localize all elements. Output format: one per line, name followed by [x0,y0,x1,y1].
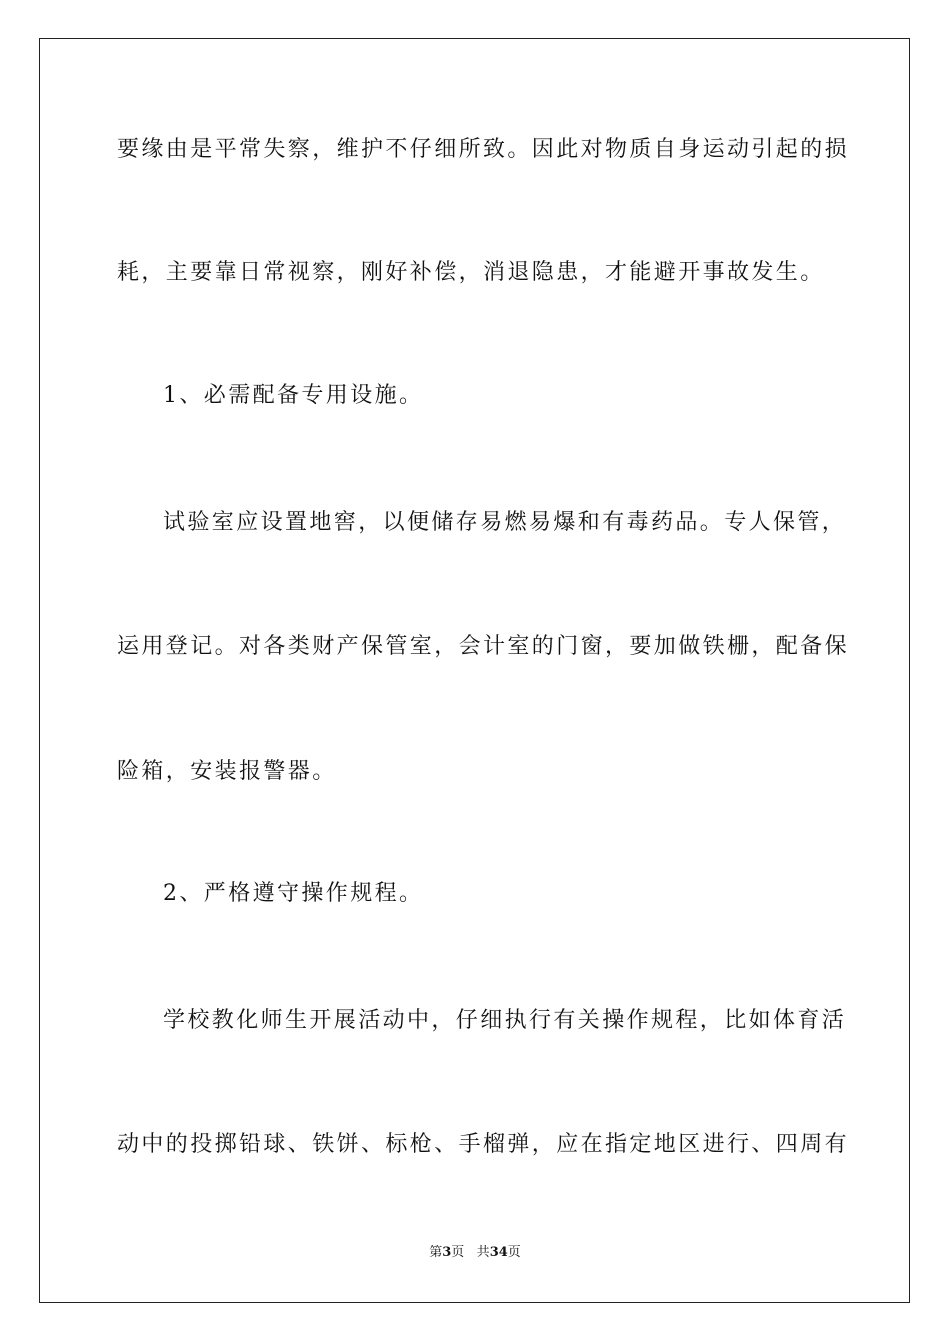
page-number: 3 [442,1245,452,1260]
page-footer [0,1245,950,1261]
body-text-line: 耗，主要靠日常视察，刚好补偿，消退隐患，才能避开事故发生。 [117,260,825,285]
body-text-line: 要缘由是平常失察，维护不仔细所致。因此对物质自身运动引起的损 [117,137,850,162]
section-heading: 2、严格遵守操作规程。 [163,881,424,906]
page-border [39,38,910,1303]
body-text-line: 动中的投掷铅球、铁饼、标枪、手榴弹，应在指定地区进行、四周有 [117,1132,850,1157]
body-text-line: 险箱，安装报警器。 [117,759,337,784]
body-text-line: 运用登记。对各类财产保管室，会计室的门窗，要加做铁栅，配备保 [117,634,850,659]
total-pages: 34 [489,1245,508,1260]
body-text-line: 试验室应设置地窖，以便储存易燃易爆和有毒药品。专人保管， [163,510,847,535]
body-text-line: 学校教化师生开展活动中，仔细执行有关操作规程，比如体育活 [163,1008,847,1033]
section-heading: 1、必需配备专用设施。 [163,383,424,408]
page-suffix: 页 [451,1245,465,1260]
page-prefix: 第 [429,1245,443,1260]
total-suffix: 页 [507,1245,521,1260]
total-prefix: 共 [476,1245,490,1260]
